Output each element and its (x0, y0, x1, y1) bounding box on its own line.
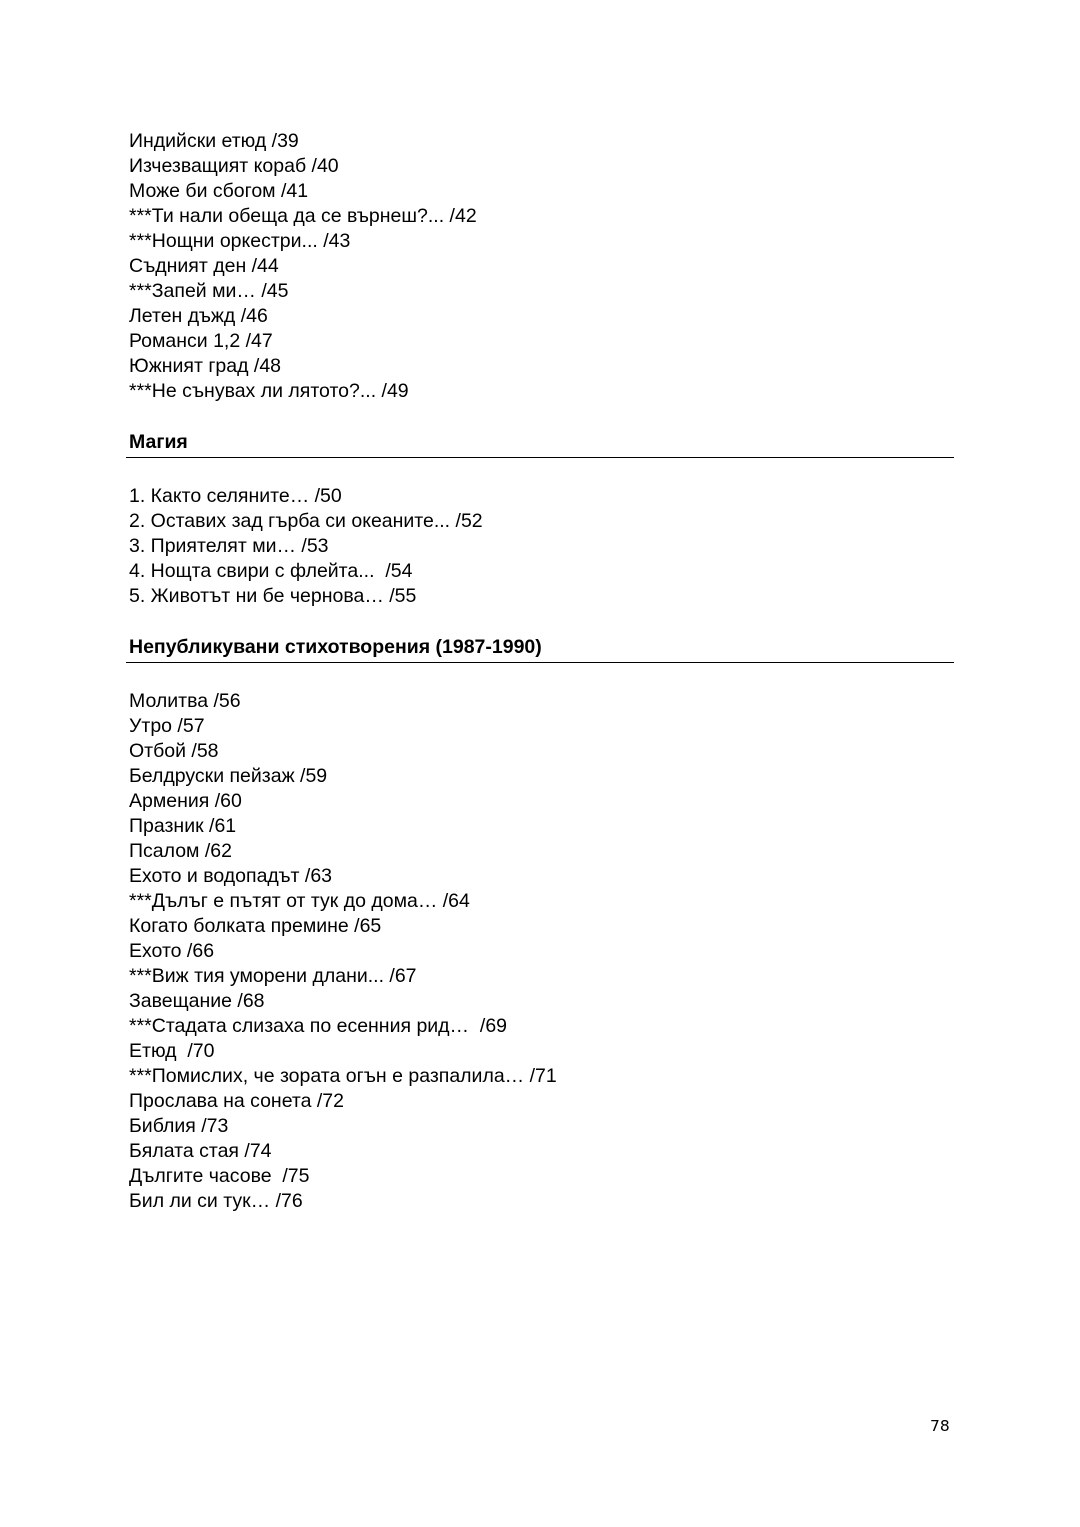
toc-entry: Ехото и водопадът /63 (129, 865, 333, 887)
toc-entry: Южният град /48 (129, 355, 282, 377)
toc-list-magic (129, 484, 954, 609)
toc-entry: Молитва /56 (129, 690, 241, 712)
toc-entry: Псалом /62 (129, 840, 232, 862)
toc-entry: Може би сбогом /41 (129, 180, 309, 202)
toc-entry: Когато болката премине /65 (129, 915, 382, 937)
toc-list-unpublished (129, 689, 954, 1214)
toc-entry: Изчезващият кораб /40 (129, 155, 339, 177)
toc-list-part1 (129, 129, 954, 404)
table-of-contents (129, 129, 954, 1214)
spacer (129, 458, 954, 484)
toc-entry: Дългите часове /75 (129, 1165, 310, 1187)
toc-entry: Завещание /68 (129, 990, 265, 1012)
toc-entry: Бялата стая /74 (129, 1140, 272, 1162)
toc-entry: Бил ли си тук… /76 (129, 1190, 303, 1212)
toc-entry: ***Виж тия уморени длани... /67 (129, 965, 417, 987)
toc-entry: Празник /61 (129, 815, 237, 837)
toc-entry: Белдруски пейзаж /59 (129, 765, 328, 787)
toc-entry: ***Стадата слизаха по есенния рид… /69 (129, 1015, 508, 1037)
spacer (129, 663, 954, 689)
section-heading-unpublished: Непубликувани стихотворения (1987-1990) (126, 635, 954, 663)
section-heading-magic: Магия (126, 430, 954, 458)
toc-entry: Романси 1,2 /47 (129, 330, 273, 352)
toc-entry: Летен дъжд /46 (129, 305, 268, 327)
toc-entry: Библия /73 (129, 1115, 229, 1137)
toc-entry: ***Ти нали обеща да се върнеш?... /42 (129, 205, 477, 227)
toc-entry: 2. Оставих зад гърба си океаните... /52 (129, 510, 483, 532)
toc-entry: ***Не сънувах ли лятото?... /49 (129, 380, 409, 402)
toc-entry: ***Запей ми… /45 (129, 280, 289, 302)
toc-entry: ***Дълъг е пътят от тук до дома… /64 (129, 890, 470, 912)
spacer (129, 609, 954, 635)
toc-entry: Етюд /70 (129, 1040, 215, 1062)
page-number: 78 (930, 1417, 950, 1435)
toc-entry: Армения /60 (129, 790, 242, 812)
toc-entry: Съдният ден /44 (129, 255, 279, 277)
toc-entry: ***Помислих, че зората огън е разпалила… /71 (129, 1065, 557, 1087)
toc-entry: 3. Приятелят ми… /53 (129, 535, 329, 557)
toc-entry: Индийски етюд /39 (129, 130, 299, 152)
toc-entry: Ехото /66 (129, 940, 215, 962)
spacer (129, 404, 954, 430)
toc-entry: Утро /57 (129, 715, 205, 737)
toc-entry: 5. Животът ни бе чернова… /55 (129, 585, 417, 607)
toc-entry: Прослава на сонета /72 (129, 1090, 344, 1112)
toc-entry: 1. Както селяните… /50 (129, 485, 342, 507)
toc-entry: 4. Нощта свири с флейта... /54 (129, 560, 413, 582)
toc-entry: Отбой /58 (129, 740, 219, 762)
toc-entry: ***Нощни оркестри... /43 (129, 230, 351, 252)
